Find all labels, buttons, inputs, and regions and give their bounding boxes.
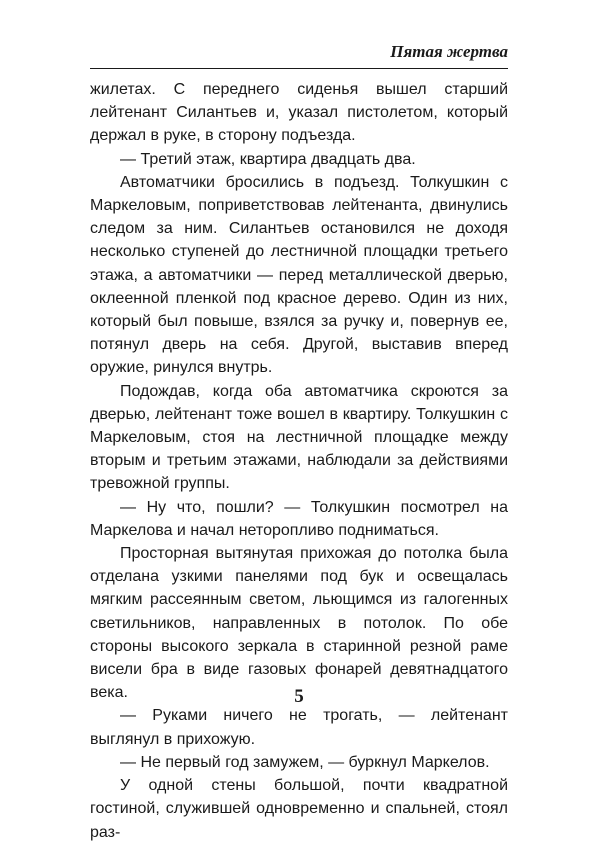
paragraph: жилетах. С переднего сиденья вышел старший лейтенант Силантьев и, указал пистолетом, который держал в руке, в сторону подъезда. — [90, 81, 508, 145]
paragraph: Автоматчики бросились в подъезд. Толкушкин с Маркеловым, поприветствовав лейтенанта, двинулись следом за ним. Силантьев остановился не доходя несколько ступеней до лестничной площадки третьего этажа, а автоматчики — перед металлической дверью, оклеенной пленкой под красное дерево. Один из них, который был повыше, взялся за ручку и, повернув ее, потянул дверь на себя. Другой, выставив вперед оружие, ринулся внутрь. — [90, 173, 508, 377]
page-number: 5 — [294, 686, 304, 707]
paragraph: — Руками ничего не трогать, — лейтенант выглянул в прихожую. — [90, 707, 508, 748]
paragraph: У одной стены большой, почти квадратной гостиной, служившей одновременно и спальней, стоял раз- — [90, 777, 508, 841]
paragraph: Подождав, когда оба автоматчика скроются за дверью, лейтенант тоже вошел в квартиру. Толкушкин с Маркеловым, стоя на лестничной площадке между вторым и третьим этажами, наблюдали за действиями тревожной группы. — [90, 382, 508, 493]
body-text — [90, 78, 508, 844]
running-header-title: Пятая жертва — [390, 42, 508, 61]
paragraph: — Третий этаж, квартира двадцать два. — [120, 150, 416, 168]
paragraph: — Не первый год замужем, — буркнул Маркелов. — [120, 753, 490, 771]
paragraph: — Ну что, пошли? — Толкушкин посмотрел на Маркелова и начал неторопливо подниматься. — [90, 498, 508, 539]
paragraph: Просторная вытянутая прихожая до потолка была отделана узкими панелями под бук и освещалась мягким рассеянным светом, льющимся из галогенных светильников, направленных в потолок. По обе стороны высокого зеркала в старинной резной раме висели бра в виде газовых фонарей девятнадцатого века. — [90, 545, 508, 702]
header-divider — [90, 68, 508, 69]
